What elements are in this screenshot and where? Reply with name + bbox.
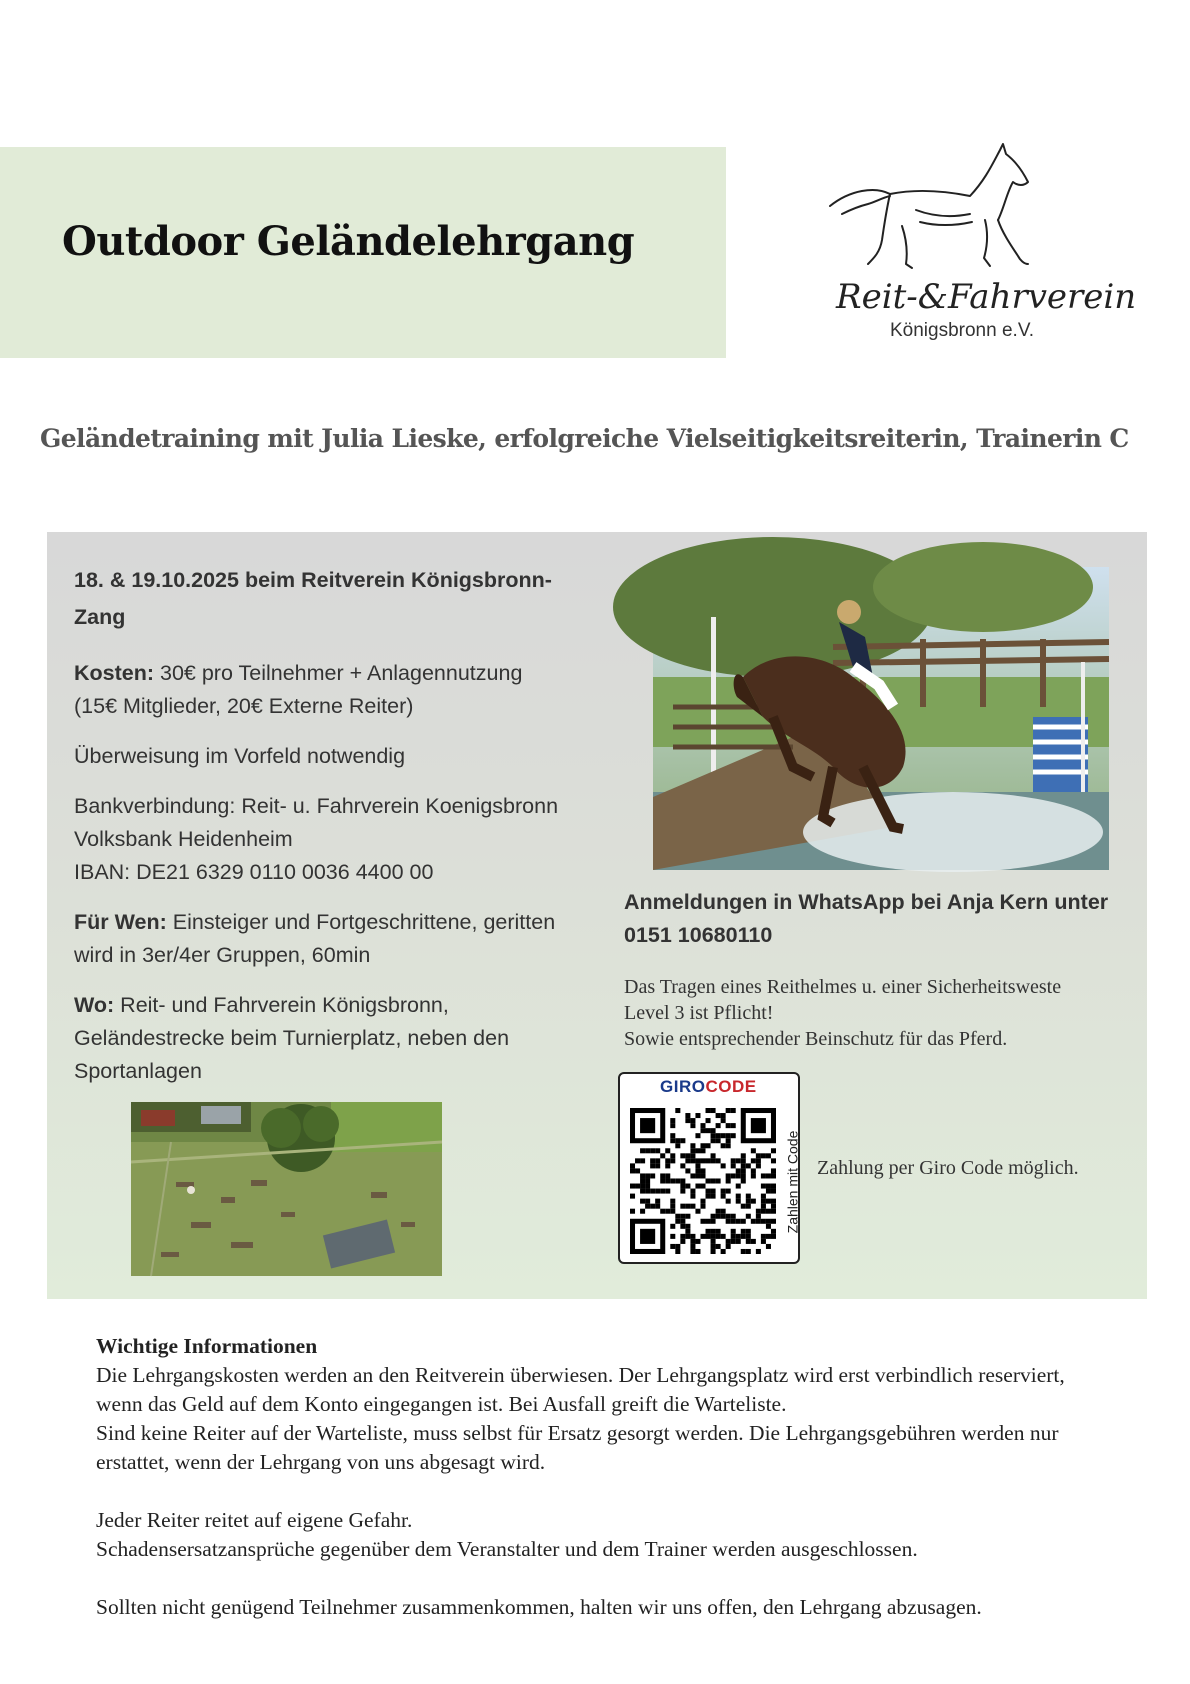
iban-line: IBAN: DE21 6329 0110 0036 4400 00 [74, 860, 434, 884]
info-paragraph-costs: Die Lehrgangskosten werden an den Reitverein überwiesen. Der Lehrgangsplatz wird erst verbindlich reserviert, wenn das Geld auf dem Konto eingegangen ist. Bei Ausfall greift die Warteliste. [96, 1363, 1065, 1416]
cross-country-field-photo [131, 1102, 442, 1276]
club-logo [820, 140, 1137, 360]
info-paragraph-refund: Sind keine Reiter auf der Warteliste, muss selbst für Ersatz gesorgt werden. Die Lehrgangsgebühren werden nur erstattet, wenn der Lehrgang von uns abgesagt wird. [96, 1421, 1059, 1474]
girocode-side-text: Zahlen mit Code [784, 1130, 801, 1234]
course-date: 18. & 19.10.2025 beim Reitverein Königsbronn-Zang [74, 568, 552, 629]
where-line [74, 989, 594, 1088]
horse-logo-icon [820, 140, 1137, 360]
info-own-risk: Jeder Reiter reitet auf eigene Gefahr. [96, 1508, 413, 1532]
for-whom-line [74, 906, 594, 972]
for-whom-label: Für Wen: [74, 910, 167, 934]
girocode-payment-note: Zahlung per Giro Code möglich. [817, 1157, 1079, 1179]
girocode-qr [618, 1072, 800, 1264]
costs-value: 30€ pro Teilnehmer + Anlagennutzung [154, 661, 523, 685]
logo-club-location: Königsbronn e.V. [890, 320, 1035, 341]
where-value: Reit- und Fahrverein Königsbronn, Geländestrecke beim Turnierplatz, neben den Sportanlagen [74, 993, 510, 1083]
course-details [74, 562, 594, 1088]
for-whom-value: Einsteiger und Fortgeschrittene, geritten wird in 3er/4er Gruppen, 60min [74, 910, 556, 967]
page-title: Outdoor Geländelehrgang [62, 218, 635, 265]
rider-photo [653, 567, 1109, 870]
trainer-subtitle: Geländetraining mit Julia Lieske, erfolgreiche Vielseitigkeitsreiterin, Trainerin C [40, 424, 1129, 453]
important-information [96, 1332, 1116, 1622]
safety-line-3: Sowie entsprechender Beinschutz für das Pferd. [624, 1028, 1008, 1050]
registration-info: Anmeldungen in WhatsApp bei Anja Kern unter 0151 10680110 [624, 890, 1109, 947]
bank-line-2: Volksbank Heidenheim [74, 827, 293, 851]
info-liability: Schadensersatzansprüche gegenüber dem Veranstalter und dem Trainer werden ausgeschlossen. [96, 1537, 918, 1561]
costs-label: Kosten: [74, 661, 155, 685]
safety-line-2: Level 3 ist Pflicht! [624, 1002, 774, 1024]
costs-line [74, 657, 594, 690]
costs-note: (15€ Mitglieder, 20€ Externe Reiter) [74, 694, 414, 718]
logo-club-name: Reit-&Fahrverein [836, 277, 1137, 317]
qr-code-icon [630, 1108, 776, 1254]
info-heading: Wichtige Informationen [96, 1334, 318, 1358]
safety-requirements [624, 974, 1124, 1052]
info-cancellation: Sollten nicht genügend Teilnehmer zusammenkommen, halten wir uns offen, den Lehrgang abzusagen. [96, 1595, 982, 1619]
bank-line-1: Bankverbindung: Reit- u. Fahrverein Koenigsbronn [74, 794, 559, 818]
transfer-note: Überweisung im Vorfeld notwendig [74, 744, 406, 768]
safety-line-1: Das Tragen eines Reithelmes u. einer Sicherheitsweste [624, 976, 1062, 998]
where-label: Wo: [74, 993, 115, 1017]
girocode-label: GIROCODE [660, 1077, 757, 1096]
